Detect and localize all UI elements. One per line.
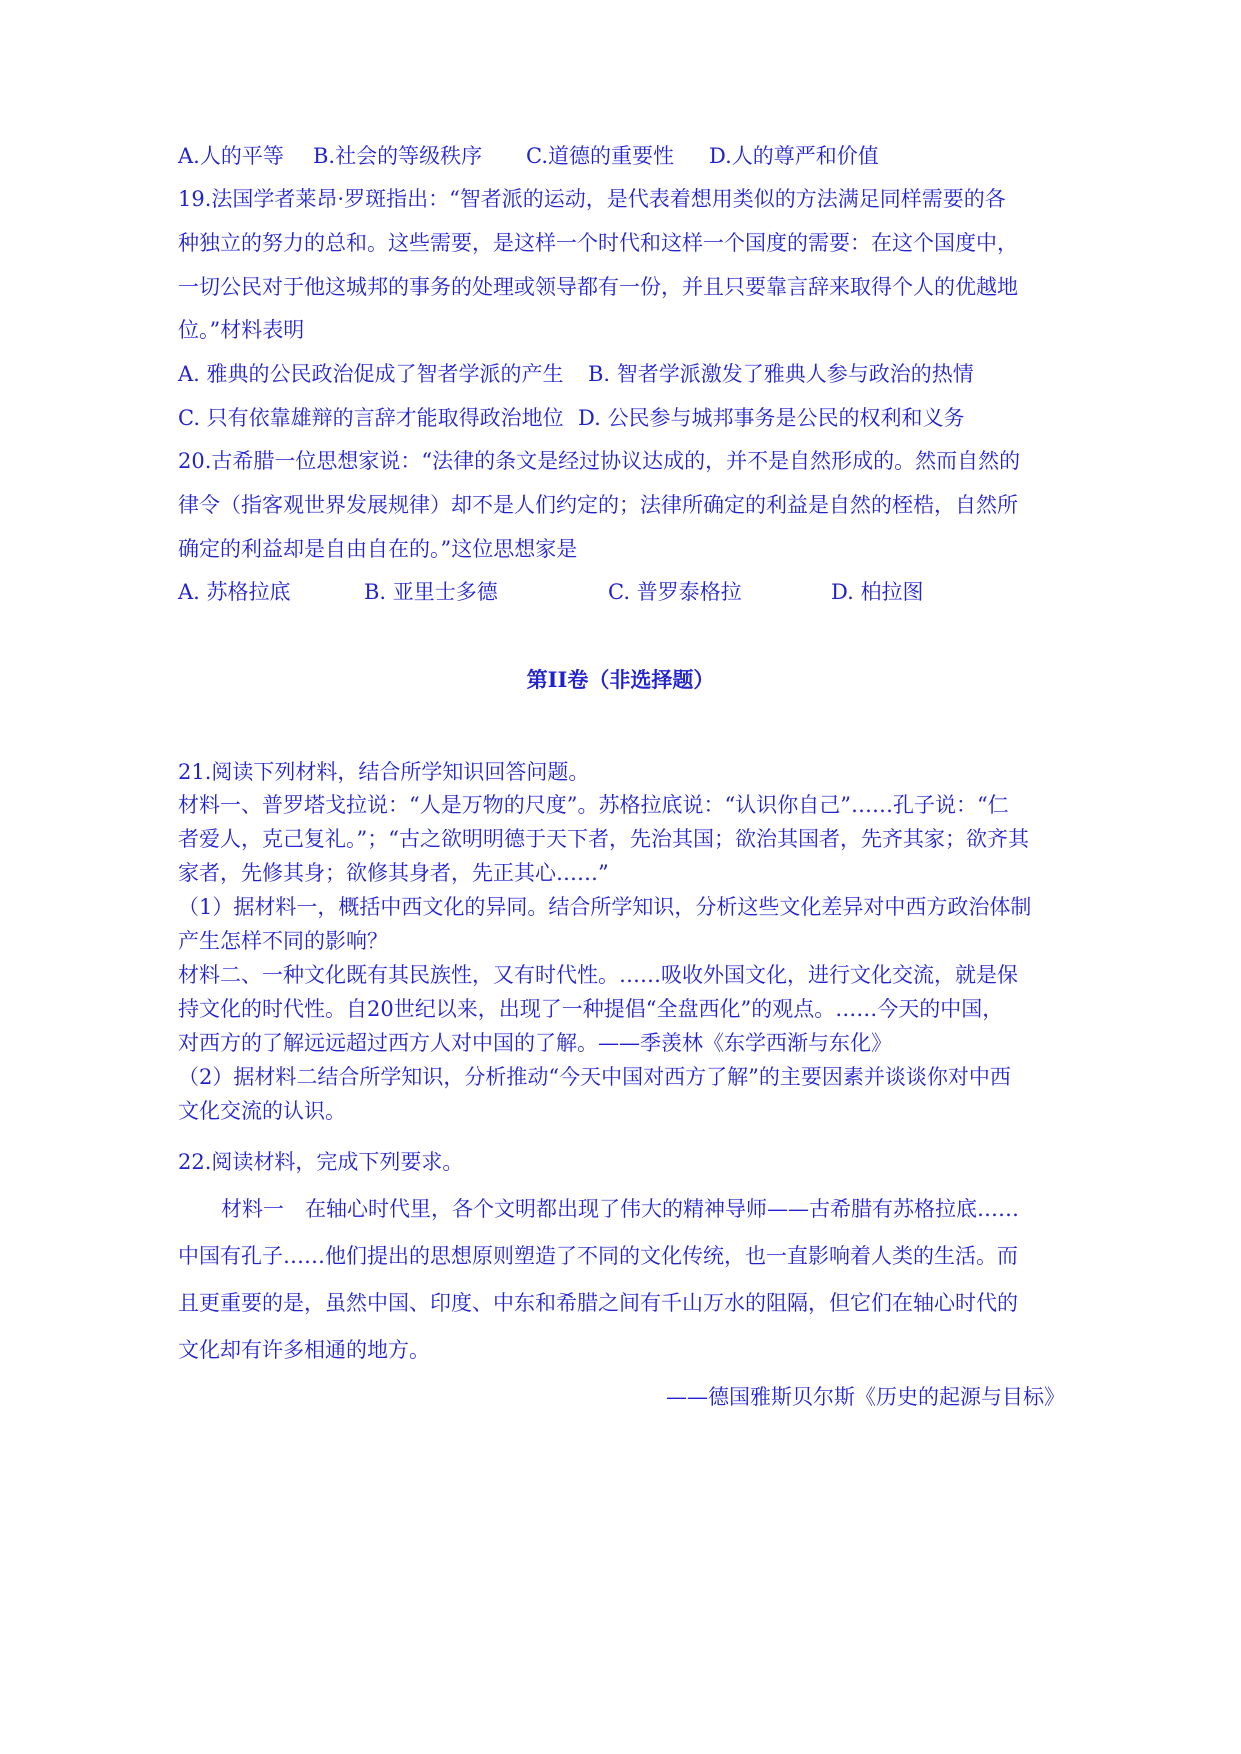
q22-source: ——德国雅斯贝尔斯《历史的起源与目标》 (666, 1385, 1065, 1409)
q22-line: 材料一 在轴心时代里，各个文明都出现了伟大的精神导师——古希腊有苏格拉底…… (221, 1197, 1019, 1221)
section-title: 第II卷（非选择题） (526, 667, 715, 692)
q21-line: 21.阅读下列材料，结合所学知识回答问题。 (178, 760, 590, 784)
q21-line: 持文化的时代性。自20世纪以来，出现了一种提倡“全盘西化”的观点。……今天的中国， (178, 997, 1004, 1021)
q18-option-d: D.人的尊严和价值 (709, 144, 879, 168)
q20-option-b: B. 亚里士多德 (364, 580, 498, 604)
q21-line: （1）据材料一，概括中西文化的异同。结合所学知识，分析这些文化差异对中西方政治体制 (178, 895, 1032, 919)
q19-option-d: D. 公民参与城邦事务是公民的权利和义务 (578, 406, 965, 430)
q19-option-a: A. 雅典的公民政治促成了智者学派的产生 (178, 362, 564, 386)
q18-option-c: C.道德的重要性 (526, 144, 674, 168)
q19-stem-line: 种独立的努力的总和。这些需要，是这样一个时代和这样一个国度的需要：在这个国度中， (178, 231, 1018, 255)
q21-line: 家者，先修其身；欲修其身者，先正其心……” (178, 861, 609, 885)
q22-line: 且更重要的是，虽然中国、印度、中东和希腊之间有千山万水的阻隔，但它们在轴心时代的 (178, 1291, 1018, 1315)
q20-option-c: C. 普罗泰格拉 (608, 580, 742, 604)
q18-option-b: B.社会的等级秩序 (313, 144, 483, 168)
q21-line: （2）据材料二结合所学知识，分析推动“今天中国对西方了解”的主要因素并谈谈你对中西 (178, 1065, 1011, 1089)
q20-option-a: A. 苏格拉底 (178, 580, 291, 604)
q21-line: 者爱人，克己复礼。”；“古之欲明明德于天下者，先治其国；欲治其国者，先齐其家；欲齐其 (178, 827, 1029, 851)
q19-stem-line: 19.法国学者莱昂·罗斑指出：“智者派的运动，是代表着想用类似的方法满足同样需要的各 (178, 187, 1006, 211)
q21-line: 产生怎样不同的影响？ (178, 929, 388, 953)
q21-line: 对西方的了解远远超过西方人对中国的了解。——季羡林《东学西渐与东化》 (178, 1031, 892, 1055)
q19-stem-line: 位。”材料表明 (178, 318, 305, 342)
q20-stem-line: 律令（指客观世界发展规律）却不是人们约定的；法律所确定的利益是自然的桎梏，自然所 (178, 493, 1018, 517)
q21-line: 文化交流的认识。 (178, 1099, 346, 1123)
q19-option-c: C. 只有依靠雄辩的言辞才能取得政治地位 (178, 406, 564, 430)
q22-line: 22.阅读材料，完成下列要求。 (178, 1150, 464, 1174)
q20-stem-line: 确定的利益却是自由自在的。”这位思想家是 (178, 537, 578, 561)
q22-line: 中国有孔子……他们提出的思想原则塑造了不同的文化传统，也一直影响着人类的生活。而 (178, 1244, 1018, 1268)
q19-option-b: B. 智者学派激发了雅典人参与政治的热情 (588, 362, 974, 386)
q21-line: 材料一、普罗塔戈拉说：“人是万物的尺度”。苏格拉底说：“认识你自己”……孔子说：“仁 (178, 793, 1009, 817)
q20-option-d: D. 柏拉图 (831, 580, 924, 604)
q22-line: 文化却有许多相通的地方。 (178, 1338, 430, 1362)
q20-stem-line: 20.古希腊一位思想家说：“法律的条文是经过协议达成的，并不是自然形成的。然而自然的 (178, 449, 1021, 473)
q21-line: 材料二、一种文化既有其民族性，又有时代性。……吸收外国文化，进行文化交流，就是保 (178, 963, 1018, 987)
q18-option-a: A.人的平等 (178, 144, 284, 168)
q19-stem-line: 一切公民对于他这城邦的事务的处理或领导都有一份，并且只要靠言辞来取得个人的优越地 (178, 275, 1018, 299)
